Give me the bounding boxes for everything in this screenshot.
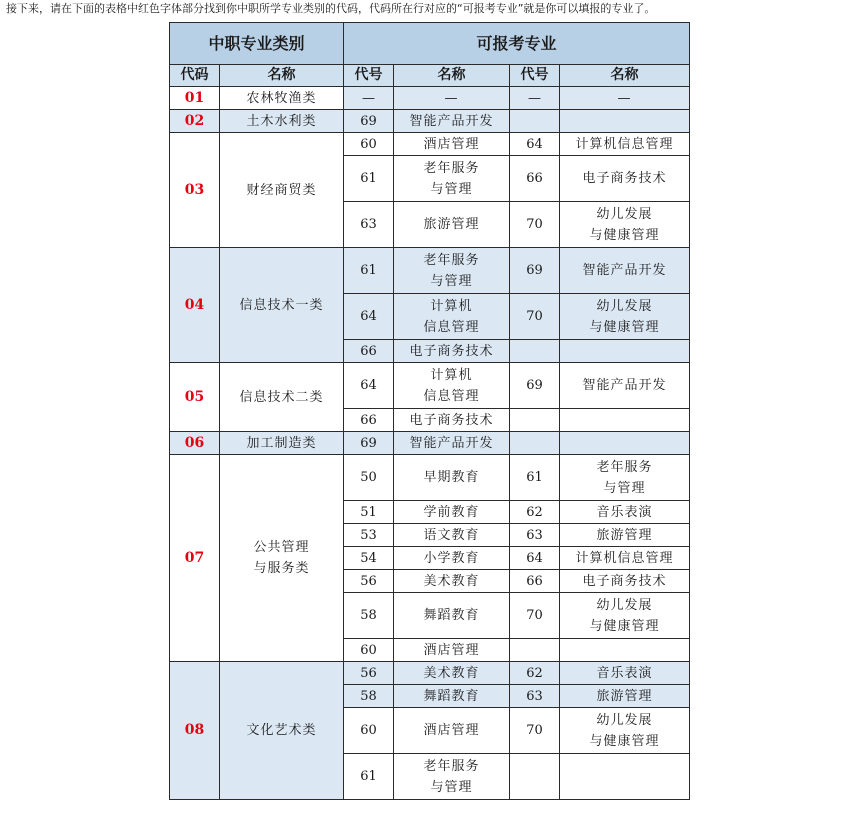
major-name-b: 老年服务 与管理 bbox=[560, 455, 690, 501]
category-code: 07 bbox=[170, 455, 220, 662]
major-name-a: 老年服务 与管理 bbox=[394, 156, 510, 202]
header-row-sub bbox=[170, 65, 690, 87]
major-name-b: 智能产品开发 bbox=[560, 363, 690, 409]
category-name: 公共管理 与服务类 bbox=[220, 455, 344, 662]
major-name-a: 语文教育 bbox=[394, 524, 510, 547]
major-code-a: 60 bbox=[344, 639, 394, 662]
category-code: 02 bbox=[170, 110, 220, 133]
major-code-a: 51 bbox=[344, 501, 394, 524]
major-name-a: 酒店管理 bbox=[394, 708, 510, 754]
major-code-a: 56 bbox=[344, 570, 394, 593]
major-name-a: — bbox=[394, 87, 510, 110]
category-code: 04 bbox=[170, 248, 220, 363]
major-name-a: 电子商务技术 bbox=[394, 409, 510, 432]
major-name-a: 智能产品开发 bbox=[394, 110, 510, 133]
major-name-b: 幼儿发展 与健康管理 bbox=[560, 593, 690, 639]
major-name-b bbox=[560, 409, 690, 432]
major-name-a: 酒店管理 bbox=[394, 639, 510, 662]
header-right-group: 可报考专业 bbox=[344, 23, 690, 65]
major-name-a: 舞蹈教育 bbox=[394, 685, 510, 708]
major-name-b: 计算机信息管理 bbox=[560, 547, 690, 570]
major-code-a: 60 bbox=[344, 133, 394, 156]
header-num-a: 代号 bbox=[344, 65, 394, 87]
category-name: 土木水利类 bbox=[220, 110, 344, 133]
major-code-b bbox=[510, 110, 560, 133]
major-name-a: 老年服务 与管理 bbox=[394, 754, 510, 800]
major-name-b: 电子商务技术 bbox=[560, 156, 690, 202]
header-name-b: 名称 bbox=[560, 65, 690, 87]
category-name: 信息技术二类 bbox=[220, 363, 344, 432]
major-code-a: 56 bbox=[344, 662, 394, 685]
major-code-b: 64 bbox=[510, 133, 560, 156]
major-name-a: 酒店管理 bbox=[394, 133, 510, 156]
major-name-b: 音乐表演 bbox=[560, 501, 690, 524]
major-name-a: 老年服务 与管理 bbox=[394, 248, 510, 294]
major-name-a: 美术教育 bbox=[394, 570, 510, 593]
major-code-b: 70 bbox=[510, 202, 560, 248]
major-name-a: 计算机 信息管理 bbox=[394, 294, 510, 340]
major-code-a: 61 bbox=[344, 754, 394, 800]
intro-text: 接下来，请在下面的表格中红色字体部分找到你中职所学专业类别的代码，代码所在行对应的“可报考专业”就是你可以填报的专业了。 bbox=[6, 2, 656, 15]
major-code-a: 64 bbox=[344, 363, 394, 409]
table-body bbox=[170, 23, 690, 800]
header-row-main bbox=[170, 23, 690, 65]
major-name-a: 舞蹈教育 bbox=[394, 593, 510, 639]
major-code-a: 60 bbox=[344, 708, 394, 754]
major-code-b: 70 bbox=[510, 593, 560, 639]
table-row bbox=[170, 87, 690, 110]
major-name-a: 智能产品开发 bbox=[394, 432, 510, 455]
major-code-b bbox=[510, 409, 560, 432]
major-code-a: 61 bbox=[344, 248, 394, 294]
major-name-a: 早期教育 bbox=[394, 455, 510, 501]
major-name-b: 音乐表演 bbox=[560, 662, 690, 685]
table-row bbox=[170, 432, 690, 455]
major-code-b: 69 bbox=[510, 363, 560, 409]
major-name-a: 计算机 信息管理 bbox=[394, 363, 510, 409]
major-code-b bbox=[510, 754, 560, 800]
table-row bbox=[170, 455, 690, 501]
category-name: 财经商贸类 bbox=[220, 133, 344, 248]
header-num-b: 代号 bbox=[510, 65, 560, 87]
major-code-b: 62 bbox=[510, 501, 560, 524]
major-code-b: 62 bbox=[510, 662, 560, 685]
category-name: 文化艺术类 bbox=[220, 662, 344, 800]
category-code: 01 bbox=[170, 87, 220, 110]
category-name: 加工制造类 bbox=[220, 432, 344, 455]
major-code-b bbox=[510, 340, 560, 363]
major-name-b bbox=[560, 340, 690, 363]
major-name-a: 学前教育 bbox=[394, 501, 510, 524]
major-name-b bbox=[560, 754, 690, 800]
major-code-a: — bbox=[344, 87, 394, 110]
major-code-a: 61 bbox=[344, 156, 394, 202]
major-code-b: 63 bbox=[510, 685, 560, 708]
table-row bbox=[170, 133, 690, 156]
major-name-b bbox=[560, 432, 690, 455]
major-name-a: 旅游管理 bbox=[394, 202, 510, 248]
header-left-group: 中职专业类别 bbox=[170, 23, 344, 65]
major-code-b: 63 bbox=[510, 524, 560, 547]
major-code-b: 61 bbox=[510, 455, 560, 501]
major-code-a: 54 bbox=[344, 547, 394, 570]
table-row bbox=[170, 363, 690, 409]
category-code: 03 bbox=[170, 133, 220, 248]
major-code-b: 64 bbox=[510, 547, 560, 570]
major-name-b bbox=[560, 110, 690, 133]
major-name-b: — bbox=[560, 87, 690, 110]
table-row bbox=[170, 248, 690, 294]
major-code-b: 70 bbox=[510, 708, 560, 754]
major-name-a: 美术教育 bbox=[394, 662, 510, 685]
category-code: 08 bbox=[170, 662, 220, 800]
major-code-b: — bbox=[510, 87, 560, 110]
major-name-b: 幼儿发展 与健康管理 bbox=[560, 708, 690, 754]
major-code-a: 66 bbox=[344, 409, 394, 432]
major-code-b: 70 bbox=[510, 294, 560, 340]
header-name-a: 名称 bbox=[394, 65, 510, 87]
header-code: 代码 bbox=[170, 65, 220, 87]
major-name-b bbox=[560, 639, 690, 662]
major-name-b: 幼儿发展 与健康管理 bbox=[560, 202, 690, 248]
major-code-a: 53 bbox=[344, 524, 394, 547]
major-name-b: 旅游管理 bbox=[560, 685, 690, 708]
major-table bbox=[169, 22, 690, 800]
category-name: 信息技术一类 bbox=[220, 248, 344, 363]
major-code-b bbox=[510, 432, 560, 455]
major-code-a: 66 bbox=[344, 340, 394, 363]
table-row bbox=[170, 110, 690, 133]
major-code-a: 50 bbox=[344, 455, 394, 501]
major-code-b: 69 bbox=[510, 248, 560, 294]
major-name-b: 智能产品开发 bbox=[560, 248, 690, 294]
major-code-b: 66 bbox=[510, 570, 560, 593]
major-name-b: 旅游管理 bbox=[560, 524, 690, 547]
major-code-b: 66 bbox=[510, 156, 560, 202]
category-name: 农林牧渔类 bbox=[220, 87, 344, 110]
major-code-a: 69 bbox=[344, 432, 394, 455]
major-code-a: 69 bbox=[344, 110, 394, 133]
major-code-a: 58 bbox=[344, 685, 394, 708]
major-code-a: 63 bbox=[344, 202, 394, 248]
major-code-a: 64 bbox=[344, 294, 394, 340]
major-code-b bbox=[510, 639, 560, 662]
major-code-a: 58 bbox=[344, 593, 394, 639]
category-code: 06 bbox=[170, 432, 220, 455]
table-row bbox=[170, 662, 690, 685]
major-name-b: 计算机信息管理 bbox=[560, 133, 690, 156]
major-name-b: 幼儿发展 与健康管理 bbox=[560, 294, 690, 340]
major-name-a: 小学教育 bbox=[394, 547, 510, 570]
major-name-a: 电子商务技术 bbox=[394, 340, 510, 363]
header-name: 名称 bbox=[220, 65, 344, 87]
category-code: 05 bbox=[170, 363, 220, 432]
major-name-b: 电子商务技术 bbox=[560, 570, 690, 593]
